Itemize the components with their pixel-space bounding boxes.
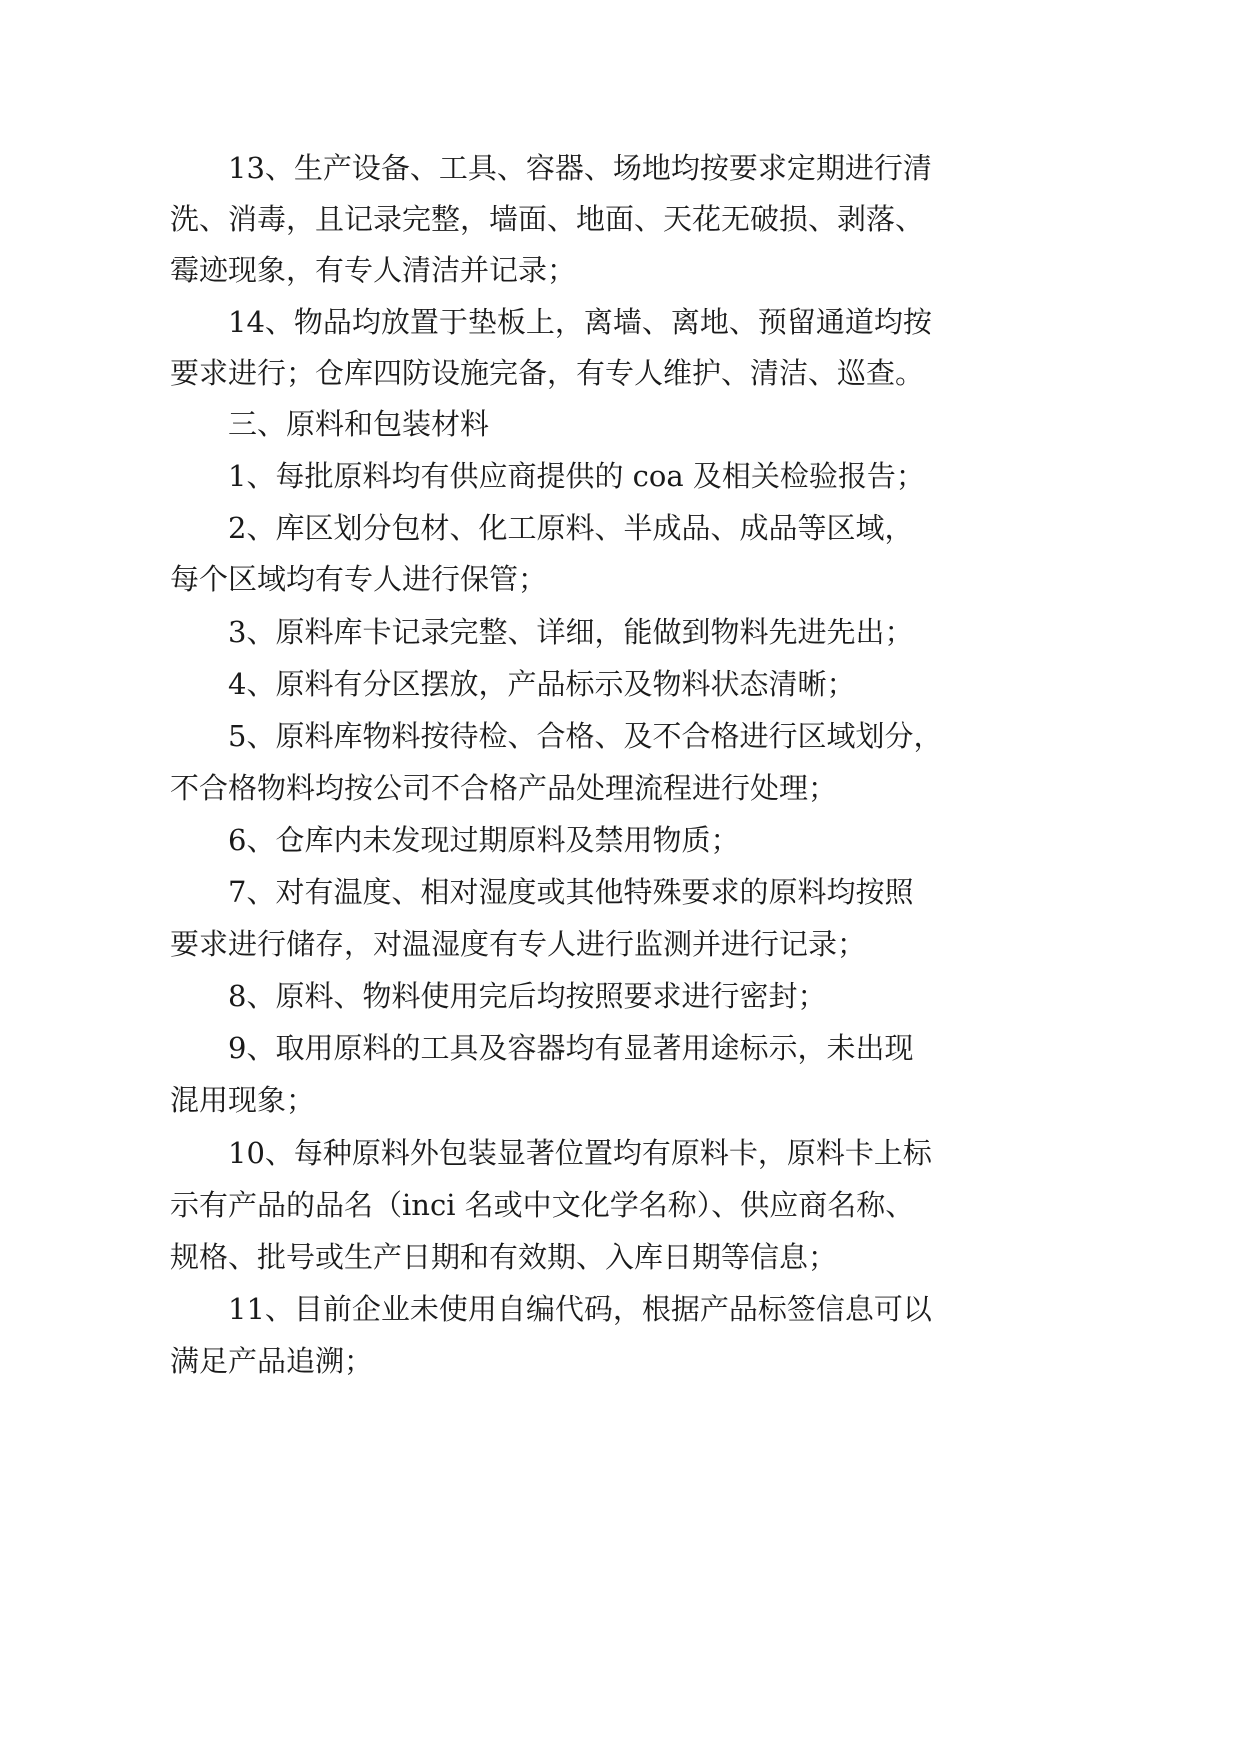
text-line: 2、库区划分包材、化工原料、半成品、成品等区域， <box>228 511 914 545</box>
text-line: 7、对有温度、相对湿度或其他特殊要求的原料均按照 <box>228 875 914 909</box>
text-line: 11、目前企业未使用自编代码，根据产品标签信息可以 <box>228 1292 932 1326</box>
text-line: 9、取用原料的工具及容器均有显著用途标示，未出现 <box>228 1031 914 1065</box>
text-line: 5、原料库物料按待检、合格、及不合格进行区域划分， <box>228 719 943 753</box>
text-line: 14、物品均放置于垫板上，离墙、离地、预留通道均按 <box>228 305 932 339</box>
text-line: 满足产品追溯； <box>170 1344 374 1378</box>
text-line: 示有产品的品名（inci 名或中文化学名称）、供应商名称、 <box>170 1188 915 1222</box>
text-line: 要求进行；仓库四防设施完备，有专人维护、清洁、巡查。 <box>170 356 925 390</box>
text-line: 8、原料、物料使用完后均按照要求进行密封； <box>228 979 827 1013</box>
text-line: 不合格物料均按公司不合格产品处理流程进行处理； <box>170 771 838 805</box>
text-line: 3、原料库卡记录完整、详细，能做到物料先进先出； <box>228 615 914 649</box>
text-line: 霉迹现象，有专人清洁并记录； <box>170 253 577 287</box>
text-line: 10、每种原料外包装显著位置均有原料卡，原料卡上标 <box>228 1136 932 1170</box>
text-line: 13、生产设备、工具、容器、场地均按要求定期进行清 <box>228 151 932 185</box>
text-line: 4、原料有分区摆放，产品标示及物料状态清晰； <box>228 667 856 701</box>
text-line: 1、每批原料均有供应商提供的 coa 及相关检验报告； <box>228 459 925 493</box>
text-line: 洗、消毒，且记录完整，墙面、地面、天花无破损、剥落、 <box>170 202 925 236</box>
text-line: 规格、批号或生产日期和有效期、入库日期等信息； <box>170 1240 838 1274</box>
text-line: 混用现象； <box>170 1083 316 1117</box>
text-line: 每个区域均有专人进行保管； <box>170 562 548 596</box>
text-line: 6、仓库内未发现过期原料及禁用物质； <box>228 823 740 857</box>
text-line: 要求进行储存，对温湿度有专人进行监测并进行记录； <box>170 927 867 961</box>
section-heading: 三、原料和包装材料 <box>228 407 490 441</box>
